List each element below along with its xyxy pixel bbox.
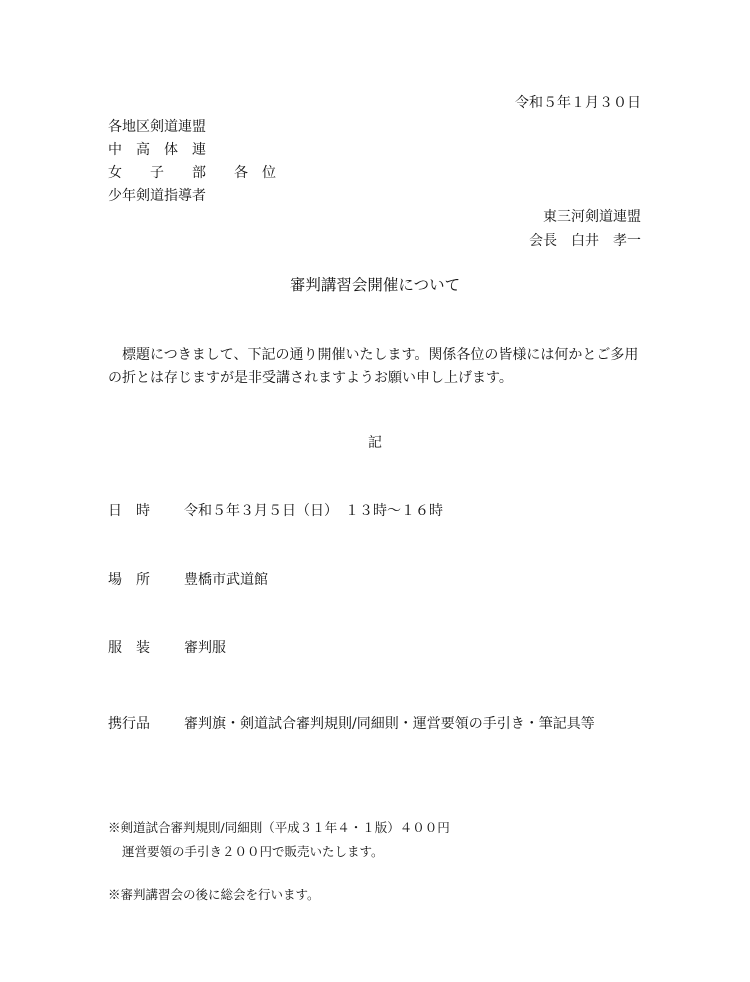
dress-label: 服 装	[108, 640, 150, 656]
body-paragraph: 標題につきまして、下記の通り開催いたします。関係各位の皆様には何かとご多用の折とは存じますが是非受講されますようお願い申し上げます。	[108, 347, 639, 386]
document-date: 令和５年１月３０日	[515, 95, 641, 111]
sender-person: 会長 白井 孝一	[529, 233, 641, 249]
ki-heading: 記	[368, 435, 382, 451]
place-label: 場 所	[108, 572, 150, 588]
recipient-line: 少年剣道指導者	[108, 188, 206, 204]
note-line: ※審判講習会の後に総会を行います。	[108, 887, 320, 902]
recipient-line: 各地区剣道連盟	[108, 119, 206, 135]
belongings-label: 携行品	[108, 716, 150, 732]
recipient-line: 中 高 体 連	[108, 142, 206, 158]
sender-organization: 東三河剣道連盟	[543, 209, 641, 225]
dress-value: 審判服	[184, 640, 226, 656]
datetime-value: 令和５年３月５日（日） １３時～１６時	[184, 503, 443, 519]
belongings-value: 審判旗・剣道試合審判規則/同細則・運営要領の手引き・筆記具等	[184, 716, 595, 732]
document-title: 審判講習会開催について	[289, 276, 461, 294]
datetime-label: 日 時	[108, 503, 150, 519]
note-line: ※剣道試合審判規則/同細則（平成３１年４・１版）４００円	[108, 820, 450, 835]
place-value: 豊橋市武道館	[184, 572, 268, 588]
recipient-line: 女 子 部 各 位	[108, 165, 276, 181]
note-line: 運営要領の手引き２００円で販売いたします。	[122, 844, 384, 859]
